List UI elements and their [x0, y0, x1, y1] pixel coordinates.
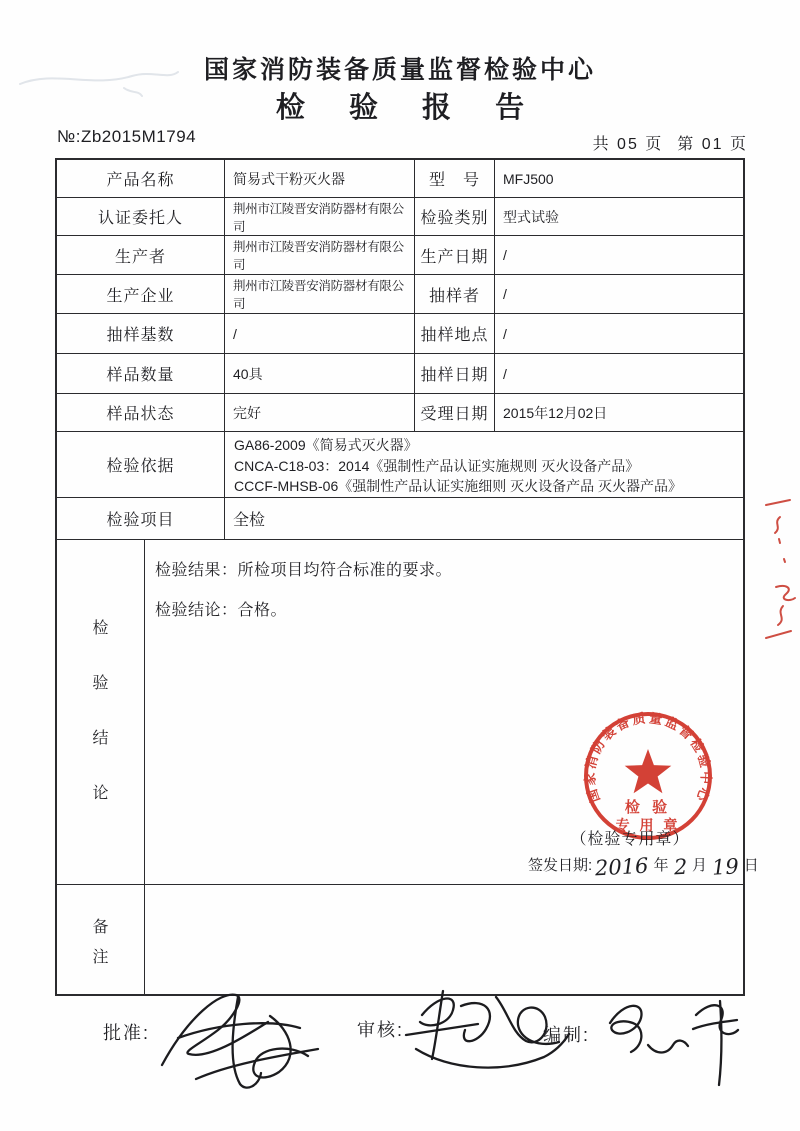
- page-total: 共 05 页: [592, 136, 664, 153]
- items-label: 检验项目: [57, 498, 225, 540]
- model-label: 型 号: [415, 160, 495, 198]
- sampler-value: /: [495, 275, 743, 314]
- sample-place-label: 抽样地点: [415, 314, 495, 354]
- cert-client-label: 认证委托人: [57, 198, 225, 236]
- items-value: 全检: [225, 498, 743, 540]
- issue-date-prefix: 签发日期:: [528, 857, 593, 874]
- product-name-value: 简易式干粉灭火器: [225, 160, 415, 198]
- sample-state-value: 完好: [225, 394, 415, 432]
- pagination: [593, 131, 748, 154]
- sample-state-label: 样品状态: [57, 394, 225, 432]
- result-line: 检验结果：所检项目均符合标准的要求。: [155, 562, 453, 579]
- accept-date-label: 受理日期: [415, 394, 495, 432]
- basis-content: [225, 432, 743, 498]
- basis-line-2: CNCA-C18-03：2014《强制性产品认证实施规则 灭火设备产品》: [234, 457, 640, 474]
- review-label: 审核:: [357, 1020, 405, 1040]
- manufacturer-value: 荆州市江陵晋安消防器材有限公司: [225, 275, 415, 314]
- inspection-type-value: 型式试验: [495, 198, 743, 236]
- sample-date-value: /: [495, 354, 743, 394]
- conclusion-char-2: 验: [92, 675, 109, 692]
- remarks-char-2: 注: [92, 949, 109, 966]
- production-date-value: /: [495, 236, 743, 275]
- producer-label: 生产者: [57, 236, 225, 275]
- basis-label: 检验依据: [57, 432, 225, 498]
- organization-name: 国家消防装备质量监督检验中心: [203, 56, 596, 84]
- conclusion-content-cell: [145, 540, 759, 885]
- issue-year-handwritten: 2016: [594, 853, 650, 881]
- basis-line-3: CCCF-MHSB-06《强制性产品认证实施细则 灭火设备产品 灭火器产品》: [234, 478, 683, 494]
- issue-day-handwritten: 19: [711, 854, 740, 880]
- red-margin-marks: [758, 495, 800, 650]
- prepare-signature: [600, 993, 750, 1093]
- production-date-label: 生产日期: [415, 236, 495, 275]
- seal-center-line1: 检 验: [624, 799, 672, 816]
- conclusion-char-4: 论: [92, 785, 109, 802]
- cert-client-value: 荆州市江陵晋安消防器材有限公司: [225, 198, 415, 236]
- report-title: 检 验 报 告: [275, 92, 543, 124]
- conclusion-char-1: 检: [92, 620, 109, 637]
- basis-line-1: GA86-2009《简易式灭火器》: [234, 437, 418, 453]
- issue-year-unit: 年: [653, 857, 669, 874]
- accept-date-value: 2015年12月02日: [495, 394, 743, 432]
- sample-place-value: /: [495, 314, 743, 354]
- seal-arc-text: 国家消防装备质量监督检验中心: [582, 710, 714, 805]
- inspection-type-label: 检验类别: [415, 198, 495, 236]
- report-number-value: Zb2015M1794: [80, 127, 197, 146]
- producer-value: 荆州市江陵晋安消防器材有限公司: [225, 236, 415, 275]
- sampler-label: 抽样者: [415, 275, 495, 314]
- conclusion-label: [57, 540, 145, 885]
- report-number: [57, 127, 196, 147]
- conclusion-char-3: 结: [92, 730, 109, 747]
- approve-label: 批准:: [103, 1023, 151, 1043]
- report-form-table: [55, 158, 759, 996]
- issue-day-unit: 日: [743, 857, 759, 874]
- sample-qty-label: 样品数量: [57, 354, 225, 394]
- report-number-label: №:: [57, 127, 81, 146]
- product-name-label: 产品名称: [57, 160, 225, 198]
- seal-caption: （检验专用章）: [570, 831, 690, 848]
- remarks-content-cell: [145, 885, 743, 994]
- approve-signature: [148, 985, 338, 1095]
- conclusion-line: 检验结论：合格。: [155, 602, 288, 619]
- issue-date-line: [528, 853, 761, 881]
- model-value: MFJ500: [495, 160, 743, 198]
- issue-month-unit: 月: [692, 857, 708, 874]
- sample-base-value: /: [225, 314, 415, 354]
- seal-center-line2: 专 用 章: [615, 817, 681, 833]
- remarks-char-1: 备: [92, 919, 109, 936]
- seal-star-icon: [625, 749, 672, 793]
- sample-qty-value: 40具: [225, 354, 415, 394]
- sample-date-label: 抽样日期: [415, 354, 495, 394]
- page-current: 第 01 页: [677, 136, 748, 153]
- issue-month-handwritten: 2: [672, 854, 688, 880]
- manufacturer-label: 生产企业: [57, 275, 225, 314]
- prepare-label: 编制:: [543, 1025, 591, 1045]
- sample-base-label: 抽样基数: [57, 314, 225, 354]
- remarks-label: [57, 885, 145, 994]
